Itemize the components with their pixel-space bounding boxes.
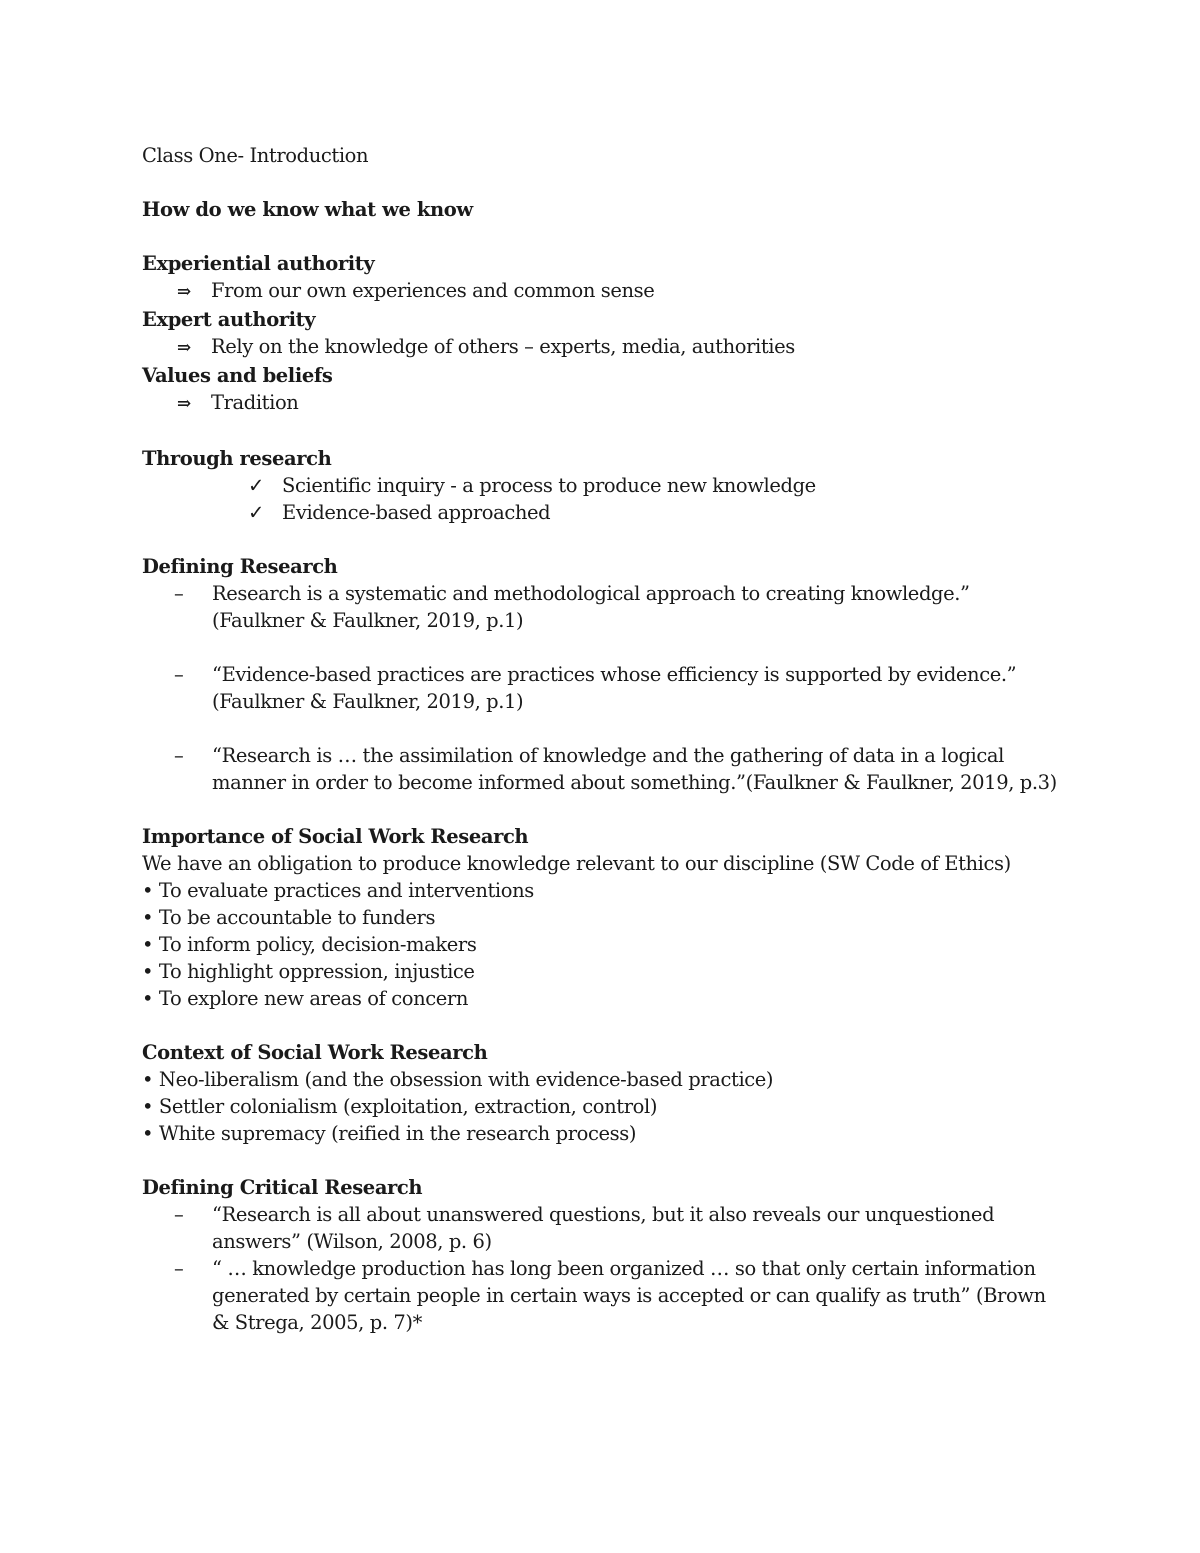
spacer	[142, 715, 1062, 742]
list-item	[142, 333, 1062, 362]
importance-intro: We have an obligation to produce knowledge relevant to our discipline (SW Code of Ethics)	[142, 852, 1011, 875]
list-item	[142, 661, 1062, 715]
spacer	[142, 223, 1062, 250]
checkmark-icon: ✓	[248, 501, 264, 524]
bullet-item: • White supremacy (reified in the research process)	[142, 1122, 637, 1145]
bullet-item: • To inform policy, decision-makers	[142, 933, 477, 956]
list-item-text: From our own experiences and common sense	[211, 279, 655, 302]
list-item	[142, 277, 1062, 306]
dash-bullet: –	[174, 1203, 184, 1226]
heading-defining-research: Defining Research	[142, 555, 338, 578]
spacer	[142, 1147, 1062, 1174]
checkmark-icon: ✓	[248, 474, 264, 497]
heading-critical-research: Defining Critical Research	[142, 1176, 423, 1199]
dash-bullet: –	[174, 663, 184, 686]
bullet-item: • To highlight oppression, injustice	[142, 960, 475, 983]
list-item-text: Scientific inquiry - a process to produce new knowledge	[282, 474, 816, 497]
dash-bullet: –	[174, 582, 184, 605]
arrow-icon: ⇒	[177, 338, 191, 358]
list-item-text: Research is a systematic and methodological approach to creating knowledge.” (Faulkner & Faulkner, 2019, p.1)	[212, 582, 970, 632]
list-item	[142, 472, 1062, 499]
bullet-item: • Settler colonialism (exploitation, extraction, control)	[142, 1095, 658, 1118]
spacer	[142, 526, 1062, 553]
list-item	[142, 1201, 1062, 1255]
heading-through-research: Through research	[142, 447, 332, 470]
list-item-text: Evidence-based approached	[282, 501, 551, 524]
bullet-item: • To be accountable to funders	[142, 906, 436, 929]
arrow-icon: ⇒	[177, 282, 191, 302]
heading-context: Context of Social Work Research	[142, 1041, 488, 1064]
spacer	[142, 418, 1062, 445]
list-item	[142, 499, 1062, 526]
heading-expert-authority: Expert authority	[142, 308, 316, 331]
document-body	[142, 142, 1062, 1336]
list-item-text: Rely on the knowledge of others – experts, media, authorities	[211, 335, 795, 358]
bullet-item: • To explore new areas of concern	[142, 987, 469, 1010]
list-item	[142, 742, 1062, 796]
list-item	[142, 580, 1062, 634]
list-item-text: Tradition	[211, 391, 299, 414]
bullet-item: • Neo-liberalism (and the obsession with evidence-based practice)	[142, 1068, 774, 1091]
class-title: Class One- Introduction	[142, 144, 369, 167]
spacer	[142, 796, 1062, 823]
list-item	[142, 389, 1062, 418]
heading-experiential-authority: Experiential authority	[142, 252, 375, 275]
spacer	[142, 634, 1062, 661]
dash-bullet: –	[174, 1257, 184, 1280]
heading-values-and-beliefs: Values and beliefs	[142, 364, 333, 387]
spacer	[142, 1012, 1062, 1039]
bullet-item: • To evaluate practices and interventions	[142, 879, 534, 902]
heading-importance: Importance of Social Work Research	[142, 825, 529, 848]
list-item-text: “ … knowledge production has long been organized … so that only certain information generated by certain people in certain ways is accepted or can qualify as truth” (Brown & Strega, 2005, p. 7)*	[212, 1257, 1046, 1334]
main-heading: How do we know what we know	[142, 198, 473, 221]
list-item-text: “Evidence-based practices are practices whose efficiency is supported by evidence.” (Faulkner & Faulkner, 2019, p.1)	[212, 663, 1017, 713]
arrow-icon: ⇒	[177, 394, 191, 414]
list-item-text: “Research is all about unanswered questions, but it also reveals our unquestioned answers” (Wilson, 2008, p. 6)	[212, 1203, 995, 1253]
spacer	[142, 169, 1062, 196]
list-item	[142, 1255, 1062, 1336]
dash-bullet: –	[174, 744, 184, 767]
list-item-text: “Research is … the assimilation of knowledge and the gathering of data in a logical manner in order to become informed about something.”(Faulkner & Faulkner, 2019, p.3)	[212, 744, 1057, 794]
